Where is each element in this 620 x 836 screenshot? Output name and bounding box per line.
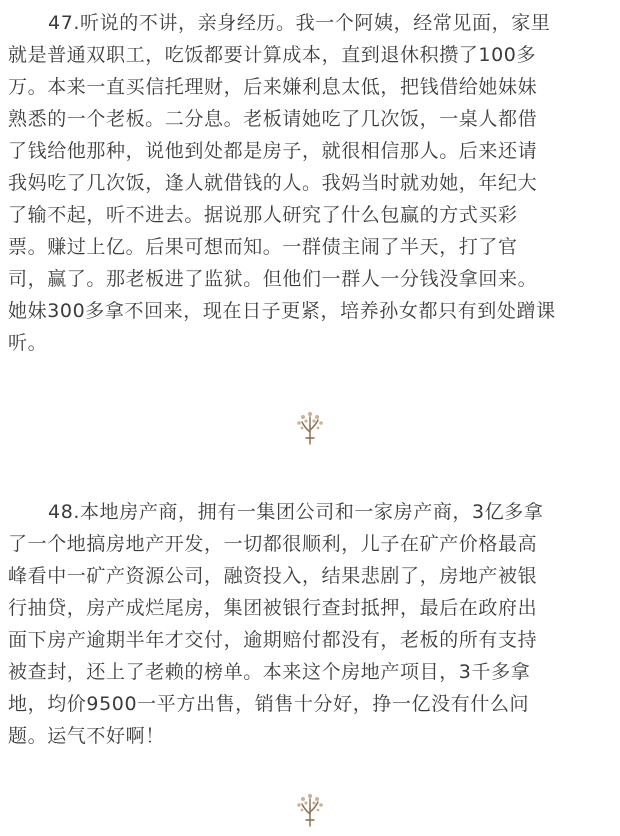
story-line: 她妹300多拿不回来，现在日子更紧，培养孙女都只有到处蹭课	[8, 300, 556, 322]
tree-icon	[292, 790, 328, 830]
story-line: 听。	[8, 332, 48, 354]
story-line: 48.本地房产商，拥有一集团公司和一家房产商，3亿多拿	[48, 501, 544, 523]
tree-icon	[292, 408, 328, 448]
story-line: 被查封，还上了老赖的榜单。本来这个房地产项目，3千多拿	[8, 661, 531, 683]
story-line: 熟悉的一个老板。二分息。老板请她吃了几次饭，一桌人都借	[8, 108, 538, 130]
story-line: 了一个地搞房地产开发，一切都很顺利，儿子在矿产价格最高	[8, 533, 538, 555]
story-line: 地，均价9500一平方出售，销售十分好，挣一亿没有什么问	[8, 693, 530, 715]
story-line: 万。本来一直买信托理财，后来嫌利息太低，把钱借给她妹妹	[8, 76, 538, 98]
story-line: 面下房产逾期半年才交付，逾期赔付都没有，老板的所有支持	[8, 629, 538, 651]
story-line: 了钱给他那种，说他到处都是房子，就很相信那人。后来还请	[8, 140, 538, 162]
story-line: 司，赢了。那老板进了监狱。但他们一群人一分钱没拿回来。	[8, 268, 538, 290]
story-line: 峰看中一矿产资源公司，融资投入，结果悲剧了，房地产被银	[8, 565, 538, 587]
story-line: 47.听说的不讲，亲身经历。我一个阿姨，经常见面，家里	[48, 12, 551, 34]
story-line: 题。运气不好啊！	[8, 725, 165, 747]
story-line: 了输不起，听不进去。据说那人研究了什么包赢的方式买彩	[8, 204, 518, 226]
story-47	[8, 7, 612, 359]
story-line: 我妈吃了几次饭，逢人就借钱的人。我妈当时就劝她，年纪大	[8, 172, 538, 194]
story-48	[8, 496, 612, 752]
story-line: 就是普通双职工，吃饭都要计算成本，直到退休积攒了100多	[8, 44, 537, 66]
story-line: 行抽贷，房产成烂尾房，集团被银行查封抵押，最后在政府出	[8, 597, 538, 619]
story-line: 票。赚过上亿。后果可想而知。一群债主闹了半天，打了官	[8, 236, 518, 258]
